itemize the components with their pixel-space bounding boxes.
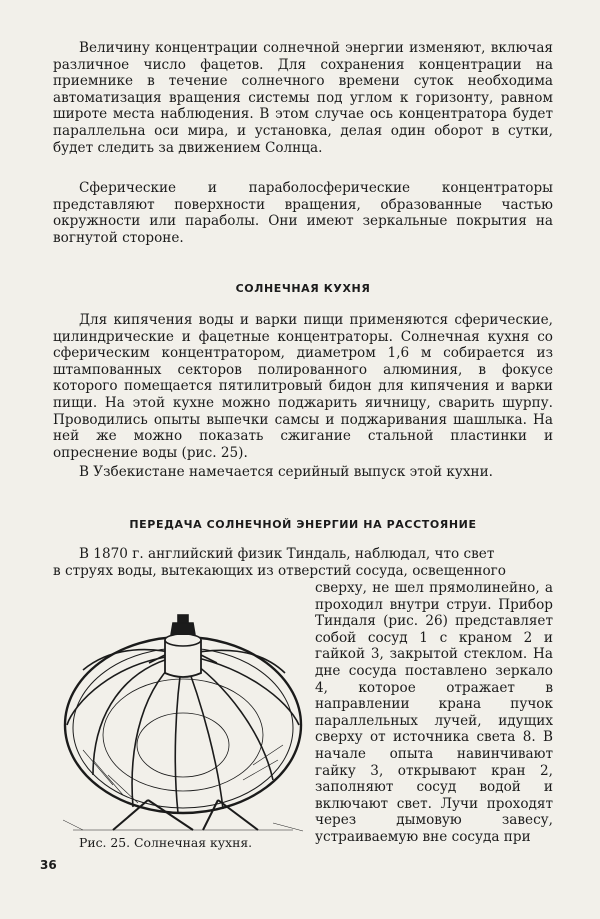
- section-heading-energy-transfer: ПЕРЕДАЧА СОЛНЕЧНОЙ ЭНЕРГИИ НА РАССТОЯНИЕ: [129, 518, 477, 531]
- paragraph-concentration: Величину концентрации солнечной энергии изменяют, включая различное число фацетов. Для сохранения концентрации на приемнике в течение солнечного времени суток необходима автоматизация вращения системы под углом к горизонту, равном широте места наблюдения. В этом случае ось концентратора будет параллельна оси мира, и установка, делая один оборот в сутки, будет следить за движением Солнца.: [53, 40, 553, 156]
- paragraph-spherical-concentrators: Сферические и параболосферические концентраторы представляют поверхности вращения, образованные частью окружности или параболы. Они имеют зеркальные покрытия на вогнутой стороне.: [53, 180, 553, 246]
- page-number: 36: [40, 858, 57, 872]
- paragraph-uzbekistan: В Узбекистане намечается серийный выпуск этой кухни.: [79, 464, 493, 480]
- solar-kitchen-illustration: [53, 585, 315, 835]
- paragraph-tyndall-right-column: сверху, не шел прямолинейно, а проходил внутри струи. Прибор Тиндаля (рис. 26) представляет собой сосуд 1 с краном 2 и гайкой 3, закрытой стеклом. На дне сосуда поставлено зеркало 4, которое отражает в направлении крана пучок параллельных лучей, идущих сверху от источника света 8. В начале опыта навинчивают гайку 3, открывают кран 2, заполняют сосуд водой и включают свет. Лучи проходят через дымовую завесу, устраиваемую вне сосуда при: [315, 580, 553, 845]
- paragraph-solar-kitchen: Для кипячения воды и варки пищи применяются сферические, цилиндрические и фацетные концентраторы. Солнечная кухня со сферическим концентратором, диаметром 1,6 м собирается из штампованных секторов полированного алюминия, в фокусе которого помещается пятилитровый бидон для кипячения и варки пищи. На этой кухне можно поджарить яичницу, сварить шурпу. Проводились опыты выпечки самсы и поджаривания шашлыка. На ней же можно показать сжигание стальной пластинки и опреснение воды (рис. 25).: [53, 312, 553, 461]
- paragraph-tyndall-line1: В 1870 г. английский физик Тиндаль, наблюдал, что свет: [79, 546, 495, 562]
- section-heading-solar-kitchen: СОЛНЕЧНАЯ КУХНЯ: [235, 282, 371, 295]
- paragraph-tyndall-line2: в струях воды, вытекающих из отверстий сосуда, освещенного: [53, 563, 506, 579]
- figure-caption: Рис. 25. Солнечная кухня.: [79, 835, 253, 850]
